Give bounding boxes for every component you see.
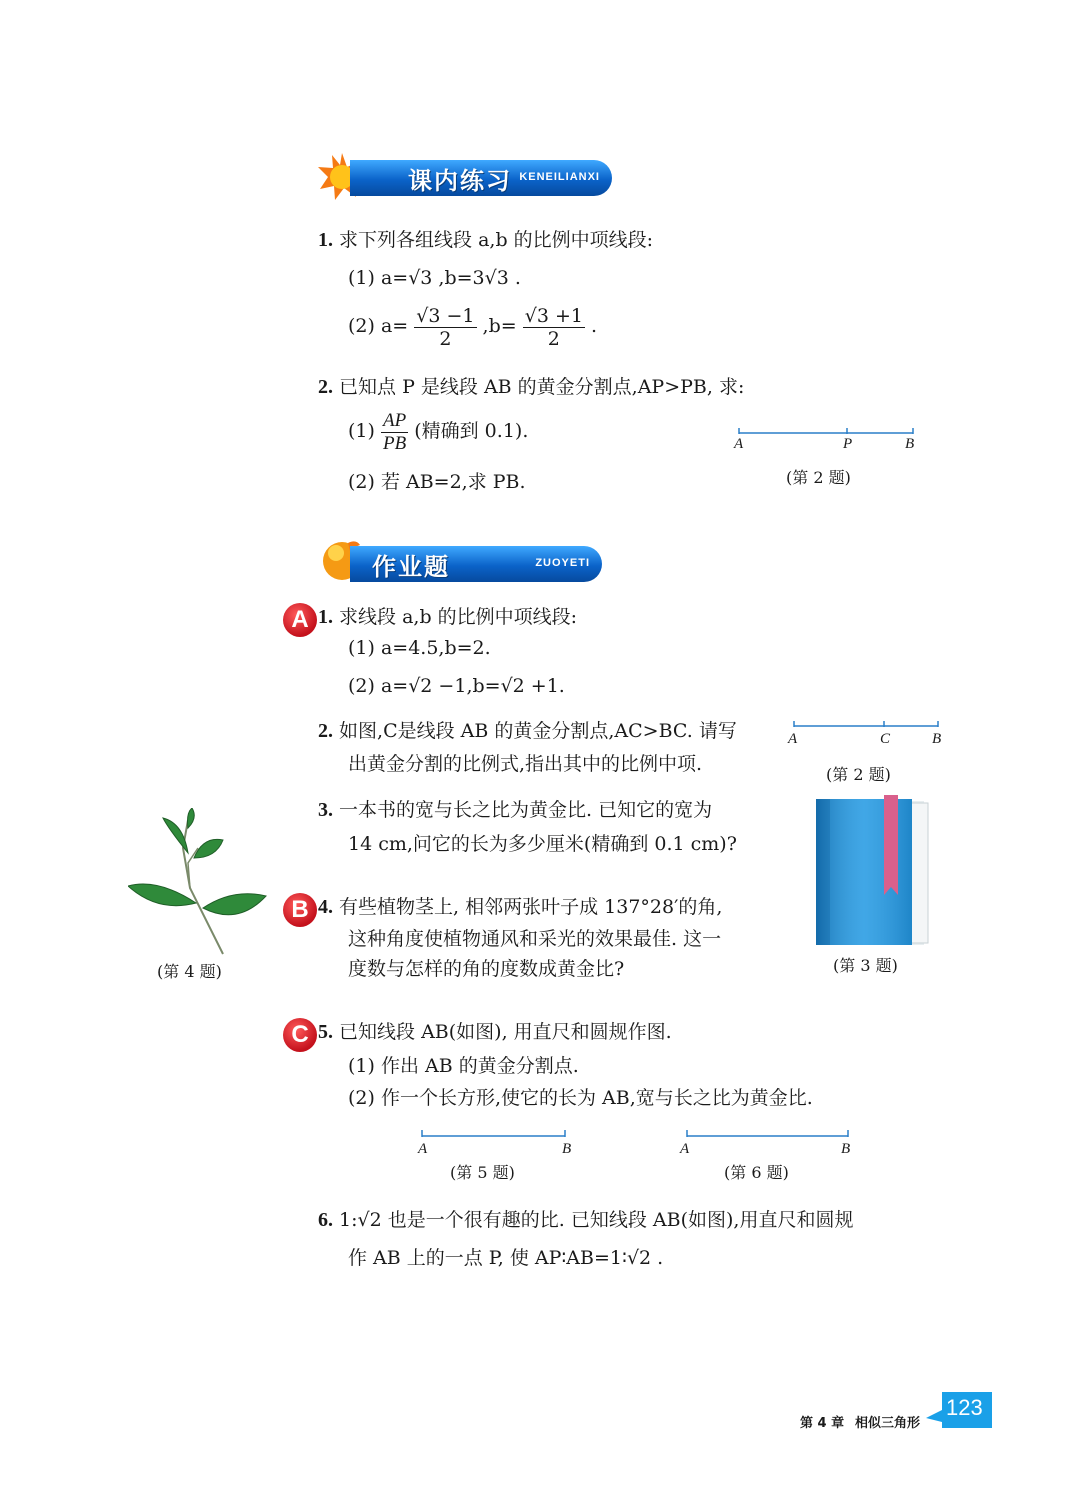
homework-4-line-2: 这种角度使植物通风和采光的效果最佳. 这一: [348, 928, 722, 950]
exercise-1-part-2: (2) a= $\frac{√3 -1}{2}$ ,b= $\frac{√3 +1}{2}$ .: [348, 304, 598, 350]
point-label-p: P: [843, 436, 853, 452]
homework-4-line-1: 4. 有些植物茎上, 相邻两张叶子成 137°28′的角,: [318, 896, 723, 918]
figure-caption: (第 4 题): [157, 962, 222, 981]
footer-title: 相似三角形: [855, 1416, 921, 1431]
homework-5-part-2: (2) 作一个长方形,使它的长为 AB,宽与长之比为黄金比.: [348, 1087, 813, 1109]
figure-caption: (第 3 题): [833, 956, 898, 975]
point-label-b: B: [562, 1141, 572, 1157]
level-a-badge: A: [283, 603, 317, 637]
exercise-2-part-1: (1) $\frac{AP}{PB}$ (精确到 0.1).: [348, 409, 529, 454]
segment-figure-hw6: [683, 1128, 853, 1142]
banner-title: 课内练习: [408, 167, 512, 195]
figure-caption: (第 2 题): [786, 468, 851, 487]
homework-5-part-1: (1) 作出 AB 的黄金分割点.: [348, 1055, 579, 1077]
section-banner-homework: [350, 546, 602, 582]
exercise-1: 1. 求下列各组线段 a,b 的比例中项线段:: [318, 229, 654, 251]
section-banner-exercises: [350, 160, 612, 196]
exercise-2-text: 已知点 P 是线段 AB 的黄金分割点,AP>PB, 求:: [339, 376, 745, 398]
homework-6-line-1: 6. 1:√2 也是一个很有趣的比. 已知线段 AB(如图),用直尺和圆规: [318, 1209, 854, 1231]
homework-1-part-1: (1) a=4.5,b=2.: [348, 637, 491, 659]
point-label-a: A: [418, 1141, 428, 1157]
point-label-a: A: [788, 731, 798, 747]
homework-5: 5. 已知线段 AB(如图), 用直尺和圆规作图.: [318, 1021, 672, 1043]
level-b-badge: B: [283, 893, 317, 927]
point-label-a: A: [734, 436, 744, 452]
homework-3-line-2: 14 cm,问它的长为多少厘米(精确到 0.1 cm)?: [348, 833, 737, 855]
level-c-badge: C: [283, 1018, 317, 1052]
fraction-ap-pb: $\frac{AP}{PB}$: [382, 409, 407, 454]
point-label-b: B: [841, 1141, 851, 1157]
exercise-1-part-1: (1) a=√3 ,b=3√3 .: [348, 267, 521, 289]
point-label-c: C: [880, 731, 891, 747]
point-label-b: B: [932, 731, 942, 747]
homework-4-line-3: 度数与怎样的角的度数成黄金比?: [348, 958, 625, 980]
exercise-1-text: 求下列各组线段 a,b 的比例中项线段:: [339, 229, 654, 251]
homework-1-text: 求线段 a,b 的比例中项线段:: [339, 606, 578, 628]
homework-1: 1. 求线段 a,b 的比例中项线段:: [318, 606, 578, 628]
exercise-2-part-2: (2) 若 AB=2,求 PB.: [348, 471, 526, 493]
leaf-illustration: [128, 808, 268, 958]
homework-2-line-1: 2. 如图,C是线段 AB 的黄金分割点,AC>BC. 请写: [318, 720, 737, 742]
homework-6-line-2: 作 AB 上的一点 P, 使 AP∶AB=1∶√2 .: [348, 1247, 664, 1269]
banner-subtitle: ZUOYETI: [535, 557, 590, 569]
segment-figure-hw5: [418, 1128, 570, 1142]
figure-caption: (第 5 题): [450, 1163, 515, 1182]
figure-caption: (第 6 题): [724, 1163, 789, 1182]
figure-caption: (第 2 题): [826, 765, 891, 784]
homework-3-line-1: 3. 一本书的宽与长之比为黄金比. 已知它的宽为: [318, 799, 713, 821]
footer-chapter: 第 4 章: [800, 1416, 845, 1431]
point-label-b: B: [905, 436, 915, 452]
banner-title: 作业题: [372, 553, 450, 581]
segment-figure-ex2: [735, 425, 920, 445]
fraction-a: $\frac{√3 -1}{2}$: [416, 304, 475, 350]
exercise-2: 2. 已知点 P 是线段 AB 的黄金分割点,AP>PB, 求:: [318, 376, 745, 398]
page-number: 123: [946, 1395, 983, 1420]
homework-1-part-2: (2) a=√2 −1,b=√2 +1.: [348, 675, 565, 697]
point-label-a: A: [680, 1141, 690, 1157]
banner-subtitle: KENEILIANXI: [519, 171, 600, 183]
fraction-b: $\frac{√3 +1}{2}$: [524, 304, 583, 350]
homework-2-line-2: 出黄金分割的比例式,指出其中的比例中项.: [348, 753, 703, 775]
book-illustration: [812, 795, 937, 950]
segment-figure-hw2: [790, 718, 945, 734]
